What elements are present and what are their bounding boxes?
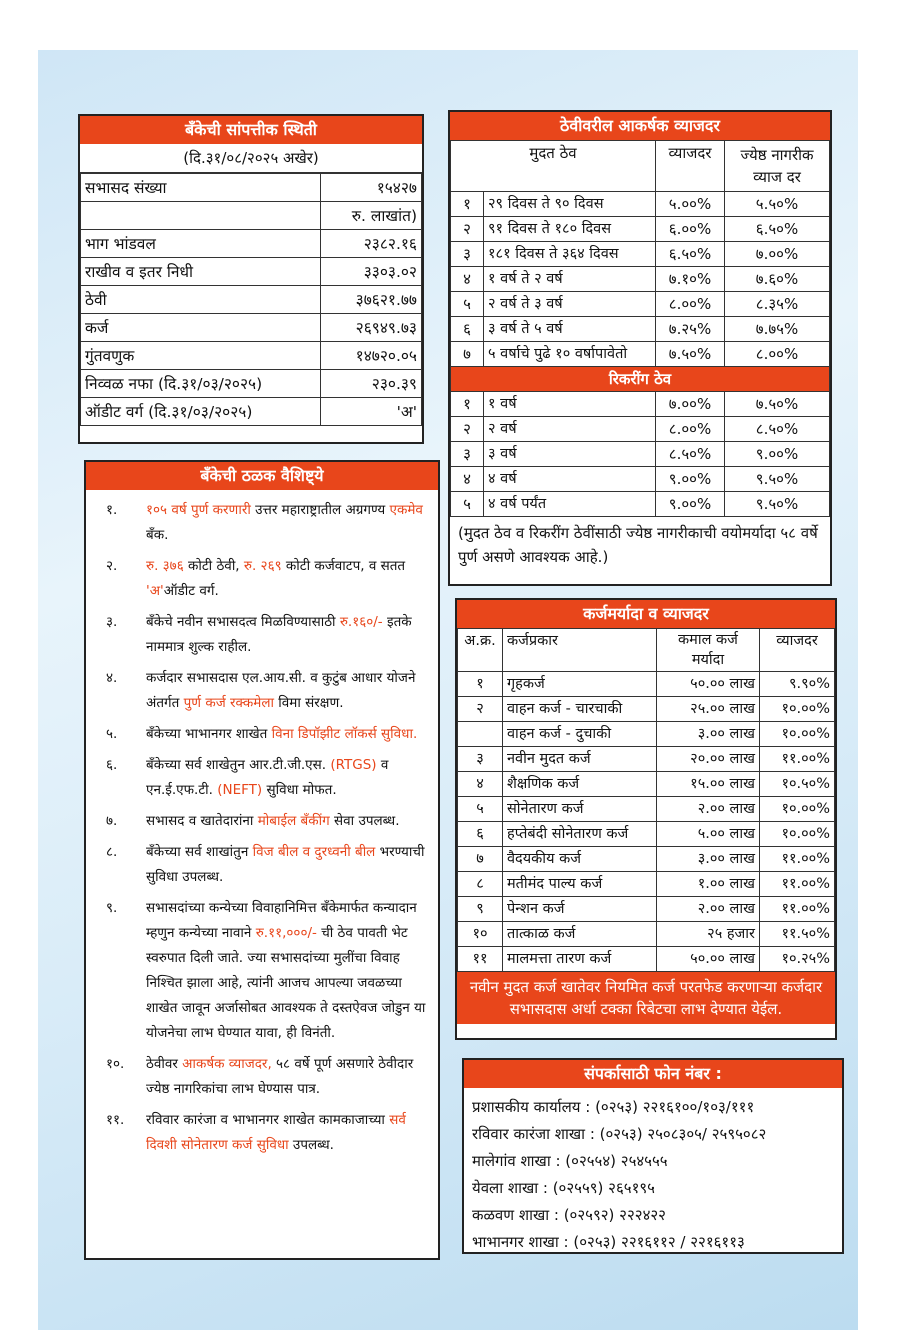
feature-text: [146, 1108, 426, 1158]
feature-text: [146, 554, 426, 604]
loan-rate: १०.००%: [760, 722, 835, 747]
feature-text-part: सभासद व खातेदारांना: [146, 813, 258, 829]
fixed-deposit-row: [451, 342, 830, 367]
loan-rate: १०.००%: [760, 697, 835, 722]
deposit-rate: ७.००%: [656, 392, 725, 417]
feature-text-part: बँकेच्या सर्व शाखेतुन आर.टी.जी.एस.: [146, 757, 331, 773]
loan-limit: २०.०० लाख: [657, 747, 760, 772]
loan-rate: १०.५०%: [760, 772, 835, 797]
financial-row: [81, 258, 422, 286]
feature-highlight: रु.१६०/-: [339, 614, 383, 630]
deposit-senior-rate: ९.५०%: [725, 467, 830, 492]
loan-rates-panel: [455, 598, 837, 1040]
loan-row: [458, 722, 835, 747]
loan-rate: ११.००%: [760, 872, 835, 897]
loan-rebate-note: नवीन मुदत कर्ज खातेवर नियमित कर्ज परतफेड करणाऱ्या कर्जदार सभासदास अर्धा टक्का रिबेटचा लाभ देण्यात येईल.: [457, 972, 835, 1024]
deposit-senior-rate: ५.५०%: [725, 192, 830, 217]
deposit-period: ४ वर्ष: [484, 467, 656, 492]
feature-number: ५.: [106, 726, 118, 742]
deposit-senior-rate: ६.५०%: [725, 217, 830, 242]
deposit-period: ३ वर्ष: [484, 442, 656, 467]
deposit-col-period: मुदत ठेव: [451, 141, 656, 192]
feature-item: [106, 1052, 426, 1102]
deposit-col-rate: व्याजदर: [656, 141, 725, 192]
loan-limit: ५०.०० लाख: [657, 947, 760, 972]
feature-highlight: (RTGS): [330, 757, 377, 773]
loan-type: वाहन कर्ज - दुचाकी: [503, 722, 657, 747]
feature-item: [106, 722, 426, 747]
feature-text-part: ५८ वर्षे पूर्ण असणारे ठेवीदार ज्येष्ठ नागरिकांचा लाभ घेण्यास पात्र.: [146, 1056, 414, 1097]
feature-text-part: इतके नाममात्र शुल्क राहील.: [146, 614, 412, 655]
loan-row: [458, 772, 835, 797]
contacts-panel: [462, 1058, 844, 1254]
deposit-rate: ६.००%: [656, 217, 725, 242]
fixed-deposit-row: [451, 317, 830, 342]
feature-number: १०.: [106, 1056, 125, 1072]
financial-label: सभासद संख्या: [81, 174, 321, 202]
loan-row: [458, 797, 835, 822]
loan-type: नवीन मुदत कर्ज: [503, 747, 657, 772]
loan-type: हप्तेबंदी सोनेतारण कर्ज: [503, 822, 657, 847]
loan-rate: १०.२५%: [760, 947, 835, 972]
loan-rate: ११.००%: [760, 847, 835, 872]
deposit-no: ३: [451, 442, 484, 467]
feature-text-part: ठेवीवर: [146, 1056, 183, 1072]
deposit-period: १ वर्ष: [484, 392, 656, 417]
loan-row: [458, 872, 835, 897]
deposit-no: २: [451, 417, 484, 442]
feature-text-part: बँकेच्या सर्व शाखांतुन: [146, 844, 253, 860]
feature-highlight: रु. २६९: [243, 558, 282, 574]
recurring-title-row: [451, 367, 830, 392]
deposit-period: १ वर्ष ते २ वर्ष: [484, 267, 656, 292]
feature-text-part: कर्जदार सभासदास एल.आय.सी. व कुटुंब आधार योजने अंतर्गत: [146, 670, 416, 711]
financial-value: ३३०३.०२: [321, 258, 422, 286]
feature-highlight: (NEFT): [217, 782, 263, 798]
feature-text: [146, 498, 426, 548]
loan-type: पेन्शन कर्ज: [503, 897, 657, 922]
financial-label: ठेवी: [81, 286, 321, 314]
loan-limit: २५.०० लाख: [657, 697, 760, 722]
deposit-rate: ५.००%: [656, 192, 725, 217]
loan-col-type: कर्जप्रकार: [503, 629, 657, 672]
deposit-senior-rate: ७.५०%: [725, 392, 830, 417]
contact-line: मालेगांव शाखा : (०२५५४) २५४५५५: [472, 1152, 668, 1170]
deposit-senior-rate: ८.५०%: [725, 417, 830, 442]
deposit-period: ३ वर्ष ते ५ वर्ष: [484, 317, 656, 342]
deposit-no: ४: [451, 467, 484, 492]
contact-line: प्रशासकीय कार्यालय : (०२५३) २२१६१००/१०३/१११: [472, 1098, 755, 1116]
loan-type: वाहन कर्ज - चारचाकी: [503, 697, 657, 722]
loan-limit: २.०० लाख: [657, 797, 760, 822]
feature-item: [106, 753, 426, 803]
feature-highlight: रु.११,०००/-: [255, 925, 317, 941]
loan-rate: ११.००%: [760, 747, 835, 772]
deposit-no: २: [451, 217, 484, 242]
loan-type: मतीमंद पाल्य कर्ज: [503, 872, 657, 897]
feature-text-part: सुविधा मोफत.: [262, 782, 337, 798]
loan-no: ११: [458, 947, 503, 972]
loan-row: [458, 672, 835, 697]
feature-item: [106, 1108, 426, 1158]
loan-type: तात्काळ कर्ज: [503, 922, 657, 947]
loan-limit: ५.०० लाख: [657, 822, 760, 847]
loan-limit: ५०.०० लाख: [657, 672, 760, 697]
loan-type: गृहकर्ज: [503, 672, 657, 697]
feature-highlight: 'अ': [146, 583, 164, 599]
deposit-period: २ वर्ष ते ३ वर्ष: [484, 292, 656, 317]
loan-no: [458, 722, 503, 747]
feature-item: [106, 498, 426, 548]
financial-value: २३८२.१६: [321, 230, 422, 258]
loan-rate: ११.५०%: [760, 922, 835, 947]
loan-no: ३: [458, 747, 503, 772]
deposit-rates-panel: [448, 110, 832, 586]
deposit-rate: ७.२५%: [656, 317, 725, 342]
feature-text: [146, 896, 426, 1046]
financial-status-date: (दि.३१/०८/२०२५ अखेर): [80, 144, 422, 173]
financial-label: कर्ज: [81, 314, 321, 342]
financial-value: रु. लाखांत): [321, 202, 422, 230]
feature-highlight: विना डिपॉझीट लॉकर्स सुविधा.: [271, 726, 418, 742]
feature-text-part: रविवार कारंजा व भाभानगर शाखेत कामकाजाच्या: [146, 1112, 390, 1128]
loan-rate: १०.००%: [760, 822, 835, 847]
fixed-deposit-row: [451, 267, 830, 292]
loan-type: शैक्षणिक कर्ज: [503, 772, 657, 797]
feature-highlight: मोबाईल बँकींग: [257, 813, 330, 829]
deposit-rate: ९.००%: [656, 492, 725, 517]
financial-row: [81, 370, 422, 398]
feature-item: [106, 840, 426, 890]
loan-header-row: [458, 629, 835, 672]
loan-no: ७: [458, 847, 503, 872]
feature-text: [146, 753, 426, 803]
loan-no: २: [458, 697, 503, 722]
loan-row: [458, 822, 835, 847]
deposit-rate: ८.००%: [656, 292, 725, 317]
recurring-deposit-title: रिकरींग ठेव: [451, 367, 830, 392]
financial-label: ऑडीट वर्ग (दि.३१/०३/२०२५): [81, 398, 321, 426]
features-title: बँकेची ठळक वैशिष्ट्ये: [86, 462, 438, 490]
loan-type: मालमत्ता तारण कर्ज: [503, 947, 657, 972]
feature-text: [146, 1052, 426, 1102]
feature-text-part: बँकेचे नवीन सभासदत्व मिळविण्यासाठी: [146, 614, 340, 630]
feature-number: २.: [106, 558, 118, 574]
recurring-deposit-row: [451, 467, 830, 492]
loan-type: वैदयकीय कर्ज: [503, 847, 657, 872]
contact-line: रविवार कारंजा शाखा : (०२५३) २५०८३०५/ २५९५०८२: [472, 1125, 767, 1143]
loan-limit: ३.०० लाख: [657, 722, 760, 747]
loan-row: [458, 847, 835, 872]
deposit-no: ६: [451, 317, 484, 342]
fixed-deposit-row: [451, 242, 830, 267]
deposit-no: ४: [451, 267, 484, 292]
loan-limit: ३.०० लाख: [657, 847, 760, 872]
deposit-rate: ६.५०%: [656, 242, 725, 267]
deposit-rate: ७.१०%: [656, 267, 725, 292]
loan-no: १: [458, 672, 503, 697]
recurring-deposit-row: [451, 492, 830, 517]
loan-rate: ११.००%: [760, 897, 835, 922]
recurring-deposit-row: [451, 392, 830, 417]
deposit-period: २ वर्ष: [484, 417, 656, 442]
loan-rate: १०.००%: [760, 797, 835, 822]
loan-rates-title: कर्जमर्यादा व व्याजदर: [457, 600, 835, 628]
feature-text-part: कोटी ठेवी,: [183, 558, 244, 574]
deposit-no: ३: [451, 242, 484, 267]
financial-row: [81, 398, 422, 426]
deposit-senior-rate: ७.७५%: [725, 317, 830, 342]
deposit-rate: ९.००%: [656, 467, 725, 492]
feature-text-part: ऑडीट वर्ग.: [163, 583, 219, 599]
deposit-header-row: [451, 141, 830, 192]
feature-text: [146, 722, 426, 747]
feature-number: ६.: [106, 757, 118, 773]
loan-no: ५: [458, 797, 503, 822]
deposit-no: ५: [451, 492, 484, 517]
financial-value: ३७६२१.७७: [321, 286, 422, 314]
feature-item: [106, 610, 426, 660]
financial-label: [81, 202, 321, 230]
deposit-period: १८१ दिवस ते ३६४ दिवस: [484, 242, 656, 267]
financial-value: 'अ': [321, 398, 422, 426]
financial-row: [81, 230, 422, 258]
feature-item: [106, 896, 426, 1046]
deposit-col-senior: ज्येष्ठ नागरीक व्याज दर: [725, 141, 830, 192]
loan-no: ४: [458, 772, 503, 797]
feature-highlight: सर्व दिवशी सोनेतारण कर्ज सुविधा: [146, 1112, 406, 1153]
contact-line: येवला शाखा : (०२५५९) २६५१९५: [472, 1179, 655, 1197]
contacts-list: [464, 1088, 842, 1262]
feature-text-part: बँक.: [146, 527, 169, 543]
loan-col-limit: कमाल कर्ज मर्यादा: [657, 629, 760, 672]
financial-status-panel: [78, 114, 424, 444]
feature-text-part: व एन.ई.एफ.टी.: [146, 757, 389, 798]
loan-rates-table: [457, 628, 835, 972]
financial-value: १४७२०.०५: [321, 342, 422, 370]
contact-line: भाभानगर शाखा : (०२५३) २२१६११२ / २२१६११३: [472, 1233, 745, 1251]
loan-no: ९: [458, 897, 503, 922]
deposit-rate: ८.००%: [656, 417, 725, 442]
deposit-rate: ८.५०%: [656, 442, 725, 467]
feature-item: [106, 554, 426, 604]
recurring-deposit-row: [451, 442, 830, 467]
feature-number: ७.: [106, 813, 118, 829]
deposit-rates-title: ठेवीवरील आकर्षक व्याजदर: [450, 112, 830, 140]
feature-text-part: उपलब्ध.: [288, 1137, 334, 1153]
feature-highlight: रु. ३७६: [146, 558, 184, 574]
feature-highlight: पुर्ण कर्ज रक्कमेला: [183, 695, 274, 711]
loan-limit: २.०० लाख: [657, 897, 760, 922]
financial-label: भाग भांडवल: [81, 230, 321, 258]
financial-label: राखीव व इतर निधी: [81, 258, 321, 286]
feature-text-part: सेवा उपलब्ध.: [329, 813, 400, 829]
deposit-no: १: [451, 192, 484, 217]
feature-text-part: बँकेच्या भाभानगर शाखेत: [146, 726, 272, 742]
loan-limit: १.०० लाख: [657, 872, 760, 897]
deposit-note: (मुदत ठेव व रिकरींग ठेवींसाठी ज्येष्ठ नागरीकाची वयोमर्यादा ५८ वर्षे पुर्ण असणे आवश्यक आहे.): [458, 524, 818, 566]
loan-row: [458, 697, 835, 722]
deposit-senior-rate: ९.५०%: [725, 492, 830, 517]
deposit-rate: ७.५०%: [656, 342, 725, 367]
feature-number: ४.: [106, 670, 118, 686]
deposit-no: १: [451, 392, 484, 417]
feature-text: [146, 840, 426, 890]
loan-row: [458, 947, 835, 972]
deposit-senior-rate: ७.००%: [725, 242, 830, 267]
fixed-deposit-row: [451, 292, 830, 317]
loan-limit: १५.०० लाख: [657, 772, 760, 797]
feature-highlight: विज बील व दुरध्वनी बील: [252, 844, 376, 860]
financial-status-title: बँकेची सांपत्तीक स्थिती: [80, 116, 422, 144]
loan-limit: २५ हजार: [657, 922, 760, 947]
features-panel: [84, 460, 440, 1260]
feature-number: ३.: [106, 614, 118, 630]
deposit-senior-rate: ७.६०%: [725, 267, 830, 292]
deposit-senior-rate: ८.००%: [725, 342, 830, 367]
feature-text-part: उत्तर महाराष्ट्रातील अग्रगण्य: [250, 502, 390, 518]
deposit-rates-table: [450, 140, 830, 517]
deposit-senior-rate: ९.००%: [725, 442, 830, 467]
feature-number: ११.: [106, 1112, 125, 1128]
financial-value: २३०.३९: [321, 370, 422, 398]
feature-highlight: एकमेव: [389, 502, 423, 518]
deposit-senior-rate: ८.३५%: [725, 292, 830, 317]
feature-item: [106, 809, 426, 834]
loan-row: [458, 897, 835, 922]
financial-row: [81, 174, 422, 202]
loan-col-no: अ.क्र.: [458, 629, 503, 672]
loan-no: ८: [458, 872, 503, 897]
fixed-deposit-row: [451, 192, 830, 217]
loan-col-rate: व्याजदर: [760, 629, 835, 672]
feature-highlight: आकर्षक व्याजदर,: [182, 1056, 272, 1072]
financial-status-table: [80, 173, 422, 426]
fixed-deposit-row: [451, 217, 830, 242]
feature-text: [146, 610, 426, 660]
feature-text-part: कोटी कर्जवाटप, व सतत: [281, 558, 406, 574]
deposit-no: ७: [451, 342, 484, 367]
features-list: [86, 490, 438, 1158]
feature-text: [146, 666, 426, 716]
loan-row: [458, 747, 835, 772]
loan-no: ६: [458, 822, 503, 847]
feature-number: ८.: [106, 844, 118, 860]
recurring-deposit-row: [451, 417, 830, 442]
feature-text-part: भरण्याची सुविधा उपलब्ध.: [146, 844, 425, 885]
deposit-period: ४ वर्ष पर्यंत: [484, 492, 656, 517]
deposit-period: ९१ दिवस ते १८० दिवस: [484, 217, 656, 242]
loan-rate: ९.९०%: [760, 672, 835, 697]
feature-text-part: विमा संरक्षण.: [273, 695, 344, 711]
feature-highlight: १०५ वर्ष पुर्ण करणारी: [146, 502, 251, 518]
financial-row: [81, 314, 422, 342]
financial-label: गुंतवणुक: [81, 342, 321, 370]
financial-row: [81, 286, 422, 314]
loan-no: १०: [458, 922, 503, 947]
feature-number: १.: [106, 502, 118, 518]
financial-row: [81, 342, 422, 370]
deposit-period: २९ दिवस ते ९० दिवस: [484, 192, 656, 217]
feature-text-part: ची ठेव पावती भेट स्वरुपात दिली जाते. ज्या सभासदांच्या मुलींचा विवाह निश्चित झाला आहे, त्यांनी आजच आपल्या जवळच्या शाखेत जावून अर्जासोबत आवश्यक ते दस्तऐवज जोडुन या योजनेचा लाभ घेण्यात यावा, ही विनंती.: [146, 925, 426, 1041]
financial-row: [81, 202, 422, 230]
loan-row: [458, 922, 835, 947]
loan-type: सोनेतारण कर्ज: [503, 797, 657, 822]
financial-value: २६९४९.७३: [321, 314, 422, 342]
deposit-period: ५ वर्षाचे पुढे १० वर्षापावेतो: [484, 342, 656, 367]
feature-text: [146, 809, 426, 834]
financial-value: १५४२७: [321, 174, 422, 202]
deposit-no: ५: [451, 292, 484, 317]
feature-text-part: सभासदांच्या कन्येच्या विवाहानिमित्त बँकेमार्फत कन्यादान म्हणुन कन्येच्या नावाने: [146, 900, 417, 941]
feature-item: [106, 666, 426, 716]
contact-line: कळवण शाखा : (०२५९२) २२२४२२: [472, 1206, 666, 1224]
contacts-title: संपर्कासाठी फोन नंबर :: [464, 1060, 842, 1088]
financial-label: निव्वळ नफा (दि.३१/०३/२०२५): [81, 370, 321, 398]
feature-number: ९.: [106, 900, 118, 916]
